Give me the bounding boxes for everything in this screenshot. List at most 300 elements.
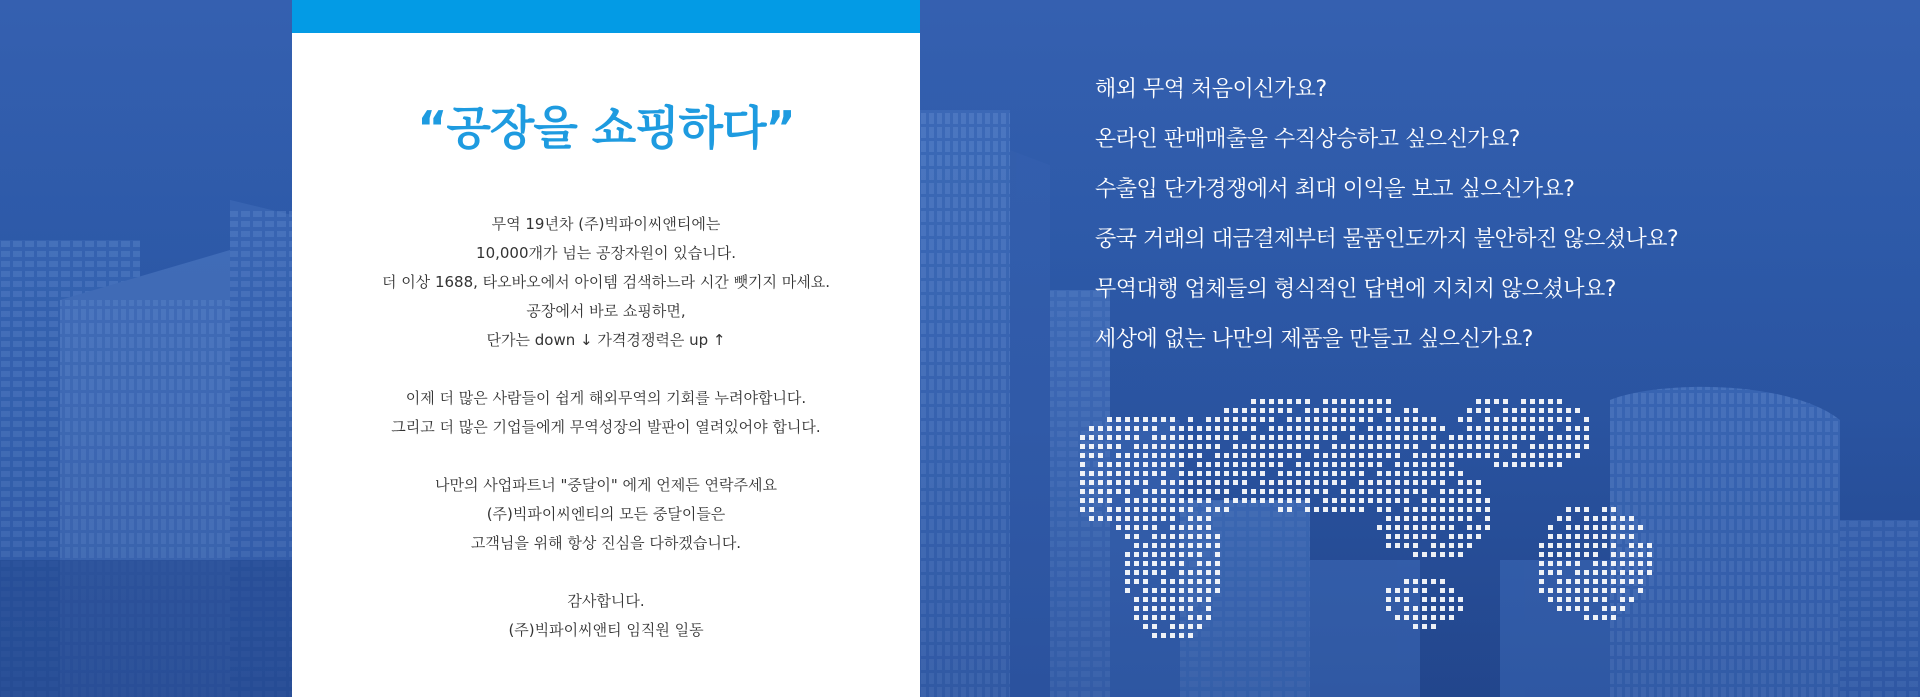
map-dot (1080, 480, 1085, 485)
map-dot (1530, 417, 1535, 422)
map-dot (1620, 579, 1625, 584)
card-top-accent-bar (292, 0, 920, 33)
map-dot (1233, 417, 1238, 422)
map-dot (1152, 525, 1157, 530)
map-dot (1152, 435, 1157, 440)
map-dot (1467, 534, 1472, 539)
map-dot (1575, 597, 1580, 602)
map-dot (1206, 462, 1211, 467)
map-dot (1395, 597, 1400, 602)
map-dot (1134, 462, 1139, 467)
map-dot (1638, 525, 1643, 530)
map-dot (1287, 399, 1292, 404)
map-dot (1341, 507, 1346, 512)
map-dot (1521, 435, 1526, 440)
map-dot (1269, 399, 1274, 404)
map-dot (1368, 453, 1373, 458)
map-dot (1260, 489, 1265, 494)
map-dot (1161, 507, 1166, 512)
map-dot (1152, 462, 1157, 467)
map-dot (1440, 480, 1445, 485)
map-dot (1296, 426, 1301, 431)
map-dot (1161, 615, 1166, 620)
map-dot (1350, 444, 1355, 449)
map-dot (1449, 498, 1454, 503)
map-dot (1431, 480, 1436, 485)
map-dot (1215, 534, 1220, 539)
map-dot (1386, 399, 1391, 404)
map-dot (1476, 507, 1481, 512)
map-dot (1557, 444, 1562, 449)
map-dot (1575, 561, 1580, 566)
map-dot (1152, 552, 1157, 557)
map-dot (1440, 579, 1445, 584)
map-dot (1575, 552, 1580, 557)
map-dot (1161, 633, 1166, 638)
map-dot (1386, 435, 1391, 440)
map-dot (1305, 480, 1310, 485)
map-dot (1269, 435, 1274, 440)
map-dot (1188, 471, 1193, 476)
map-dot (1530, 462, 1535, 467)
map-dot (1161, 498, 1166, 503)
map-dot (1377, 480, 1382, 485)
map-dot (1251, 417, 1256, 422)
map-dot (1260, 498, 1265, 503)
map-dot (1350, 453, 1355, 458)
map-dot (1260, 480, 1265, 485)
map-dot (1314, 480, 1319, 485)
map-dot (1368, 498, 1373, 503)
map-dot (1134, 471, 1139, 476)
map-dot (1278, 444, 1283, 449)
map-dot (1116, 426, 1121, 431)
map-dot (1413, 453, 1418, 458)
map-dot (1278, 408, 1283, 413)
map-dot (1179, 624, 1184, 629)
map-dot (1125, 561, 1130, 566)
map-dot (1458, 417, 1463, 422)
map-dot (1206, 597, 1211, 602)
map-dot (1242, 453, 1247, 458)
map-dot (1089, 480, 1094, 485)
map-dot (1161, 471, 1166, 476)
map-dot (1170, 498, 1175, 503)
map-dot (1143, 516, 1148, 521)
map-dot (1287, 417, 1292, 422)
map-dot (1143, 615, 1148, 620)
map-dot (1638, 579, 1643, 584)
map-dot (1188, 606, 1193, 611)
map-dot (1170, 633, 1175, 638)
map-dot (1332, 480, 1337, 485)
map-dot (1152, 489, 1157, 494)
map-dot (1476, 489, 1481, 494)
map-dot (1161, 462, 1166, 467)
map-dot (1458, 516, 1463, 521)
map-dot (1125, 498, 1130, 503)
map-dot (1629, 561, 1634, 566)
map-dot (1440, 507, 1445, 512)
map-dot (1323, 399, 1328, 404)
map-dot (1215, 426, 1220, 431)
map-dot (1602, 606, 1607, 611)
map-dot (1134, 552, 1139, 557)
map-dot (1467, 498, 1472, 503)
map-dot (1179, 534, 1184, 539)
map-dot (1188, 552, 1193, 557)
map-dot (1098, 444, 1103, 449)
map-dot (1386, 507, 1391, 512)
map-dot (1332, 507, 1337, 512)
map-dot (1134, 507, 1139, 512)
map-dot (1431, 444, 1436, 449)
map-dot (1206, 480, 1211, 485)
map-dot (1107, 462, 1112, 467)
map-dot (1242, 489, 1247, 494)
map-dot (1557, 606, 1562, 611)
map-dot (1080, 498, 1085, 503)
map-dot (1350, 408, 1355, 413)
map-dot (1233, 426, 1238, 431)
map-dot (1152, 471, 1157, 476)
map-dot (1557, 435, 1562, 440)
map-dot (1440, 516, 1445, 521)
map-dot (1584, 525, 1589, 530)
map-dot (1584, 588, 1589, 593)
map-dot (1260, 435, 1265, 440)
map-dot (1368, 408, 1373, 413)
map-dot (1089, 516, 1094, 521)
map-dot (1413, 462, 1418, 467)
map-dot (1143, 507, 1148, 512)
map-dot (1152, 444, 1157, 449)
map-dot (1377, 435, 1382, 440)
map-dot (1539, 408, 1544, 413)
map-dot (1116, 480, 1121, 485)
map-dot (1395, 543, 1400, 548)
map-dot (1188, 435, 1193, 440)
map-dot (1566, 534, 1571, 539)
map-dot (1476, 435, 1481, 440)
map-dot (1584, 597, 1589, 602)
map-dot (1350, 489, 1355, 494)
map-dot (1575, 543, 1580, 548)
map-dot (1278, 507, 1283, 512)
map-dot (1539, 570, 1544, 575)
map-dot (1422, 480, 1427, 485)
map-dot (1305, 426, 1310, 431)
map-dot (1548, 597, 1553, 602)
map-dot (1107, 444, 1112, 449)
map-dot (1332, 426, 1337, 431)
map-dot (1197, 453, 1202, 458)
map-dot (1242, 462, 1247, 467)
map-dot (1080, 471, 1085, 476)
map-dot (1332, 399, 1337, 404)
map-dot (1431, 597, 1436, 602)
map-dot (1179, 588, 1184, 593)
map-dot (1395, 588, 1400, 593)
map-dot (1359, 417, 1364, 422)
map-dot (1575, 534, 1580, 539)
map-dot (1287, 471, 1292, 476)
map-dot (1161, 588, 1166, 593)
map-dot (1161, 480, 1166, 485)
map-dot (1476, 408, 1481, 413)
map-dot (1494, 453, 1499, 458)
map-dot (1197, 426, 1202, 431)
map-dot (1098, 462, 1103, 467)
map-dot (1458, 480, 1463, 485)
map-dot (1125, 435, 1130, 440)
map-dot (1188, 543, 1193, 548)
map-dot (1260, 471, 1265, 476)
map-dot (1386, 525, 1391, 530)
card-title: “공장을 쇼핑하다” (417, 101, 795, 155)
map-dot (1206, 435, 1211, 440)
map-dot (1197, 624, 1202, 629)
map-dot (1512, 426, 1517, 431)
map-dot (1314, 507, 1319, 512)
map-dot (1467, 507, 1472, 512)
map-dot (1413, 480, 1418, 485)
map-dot (1458, 507, 1463, 512)
map-dot (1143, 480, 1148, 485)
map-dot (1386, 543, 1391, 548)
map-dot (1341, 399, 1346, 404)
map-dot (1188, 480, 1193, 485)
map-dot (1287, 480, 1292, 485)
card-body-line: 이제 더 많은 사람들이 쉽게 해외무역의 기회를 누려야합니다. (405, 389, 807, 407)
map-dot (1143, 417, 1148, 422)
map-dot (1305, 435, 1310, 440)
map-dot (1197, 489, 1202, 494)
map-dot (1107, 471, 1112, 476)
map-dot (1620, 516, 1625, 521)
map-dot (1170, 606, 1175, 611)
map-dot (1413, 426, 1418, 431)
map-dot (1089, 444, 1094, 449)
map-dot (1098, 471, 1103, 476)
map-dot (1386, 480, 1391, 485)
map-dot (1494, 426, 1499, 431)
map-dot (1116, 507, 1121, 512)
map-dot (1260, 462, 1265, 467)
map-dot (1296, 417, 1301, 422)
map-dot (1152, 606, 1157, 611)
map-dot (1170, 543, 1175, 548)
map-dot (1638, 552, 1643, 557)
map-dot (1188, 579, 1193, 584)
map-dot (1458, 606, 1463, 611)
map-dot (1584, 435, 1589, 440)
map-dot (1422, 615, 1427, 620)
map-dot (1476, 498, 1481, 503)
map-dot (1125, 516, 1130, 521)
map-dot (1620, 525, 1625, 530)
map-dot (1350, 435, 1355, 440)
question-list (1095, 70, 1895, 370)
map-dot (1449, 525, 1454, 530)
map-dot (1521, 417, 1526, 422)
map-dot (1422, 606, 1427, 611)
map-dot (1566, 435, 1571, 440)
map-dot (1143, 579, 1148, 584)
map-dot (1215, 552, 1220, 557)
map-dot (1206, 534, 1211, 539)
map-dot (1521, 426, 1526, 431)
map-dot (1539, 426, 1544, 431)
map-dot (1188, 588, 1193, 593)
map-dot (1188, 525, 1193, 530)
map-dot (1269, 453, 1274, 458)
map-dot (1305, 462, 1310, 467)
map-dot (1125, 552, 1130, 557)
map-dot (1224, 426, 1229, 431)
map-dot (1134, 480, 1139, 485)
map-dot (1080, 444, 1085, 449)
map-dot (1143, 462, 1148, 467)
map-dot (1152, 588, 1157, 593)
map-dot (1134, 525, 1139, 530)
card-body-line: (주)빅파이씨앤티 임직원 일동 (508, 621, 704, 639)
map-dot (1359, 480, 1364, 485)
question-item: 해외 무역 처음이신가요? (1095, 77, 1327, 102)
map-dot (1242, 426, 1247, 431)
map-dot (1539, 552, 1544, 557)
map-dot (1548, 525, 1553, 530)
map-dot (1269, 462, 1274, 467)
map-dot (1386, 588, 1391, 593)
map-dot (1413, 588, 1418, 593)
map-dot (1386, 489, 1391, 494)
map-dot (1170, 552, 1175, 557)
map-dot (1593, 534, 1598, 539)
paragraph-gap (292, 355, 920, 384)
map-dot (1404, 444, 1409, 449)
map-dot (1476, 399, 1481, 404)
map-dot (1395, 417, 1400, 422)
map-dot (1368, 426, 1373, 431)
paragraph-gap (292, 442, 920, 471)
map-dot (1404, 597, 1409, 602)
map-dot (1125, 588, 1130, 593)
map-dot (1080, 462, 1085, 467)
map-dot (1314, 453, 1319, 458)
map-dot (1170, 624, 1175, 629)
map-dot (1278, 399, 1283, 404)
map-dot (1206, 507, 1211, 512)
map-dot (1629, 543, 1634, 548)
map-dot (1098, 489, 1103, 494)
map-dot (1422, 624, 1427, 629)
map-dot (1611, 534, 1616, 539)
map-dot (1188, 453, 1193, 458)
map-dot (1179, 498, 1184, 503)
map-dot (1134, 426, 1139, 431)
map-dot (1143, 561, 1148, 566)
map-dot (1188, 426, 1193, 431)
map-dot (1575, 525, 1580, 530)
map-dot (1197, 462, 1202, 467)
map-dot (1638, 570, 1643, 575)
map-dot (1224, 498, 1229, 503)
map-dot (1647, 570, 1652, 575)
map-dot (1251, 453, 1256, 458)
map-dot (1602, 516, 1607, 521)
map-dot (1449, 435, 1454, 440)
map-dot (1476, 426, 1481, 431)
map-dot (1395, 498, 1400, 503)
map-dot (1539, 417, 1544, 422)
map-dot (1395, 453, 1400, 458)
map-dot (1440, 462, 1445, 467)
map-dot (1215, 561, 1220, 566)
map-dot (1548, 561, 1553, 566)
map-dot (1548, 534, 1553, 539)
map-dot (1215, 507, 1220, 512)
map-dot (1467, 417, 1472, 422)
map-dot (1467, 489, 1472, 494)
map-dot (1413, 615, 1418, 620)
map-dot (1224, 408, 1229, 413)
map-dot (1143, 588, 1148, 593)
map-dot (1125, 417, 1130, 422)
map-dot (1170, 480, 1175, 485)
map-dot (1467, 516, 1472, 521)
map-dot (1197, 444, 1202, 449)
map-dot (1557, 570, 1562, 575)
map-dot (1188, 633, 1193, 638)
map-dot (1449, 597, 1454, 602)
map-dot (1467, 426, 1472, 431)
map-dot (1377, 399, 1382, 404)
map-dot (1386, 471, 1391, 476)
map-dot (1116, 417, 1121, 422)
map-dot (1188, 516, 1193, 521)
map-dot (1341, 471, 1346, 476)
map-dot (1458, 498, 1463, 503)
map-dot (1440, 525, 1445, 530)
map-dot (1134, 579, 1139, 584)
map-dot (1116, 516, 1121, 521)
map-dot (1161, 543, 1166, 548)
map-dot (1278, 453, 1283, 458)
map-dot (1179, 489, 1184, 494)
map-dot (1386, 597, 1391, 602)
map-dot (1233, 498, 1238, 503)
map-dot (1197, 588, 1202, 593)
map-dot (1431, 498, 1436, 503)
map-dot (1143, 597, 1148, 602)
map-dot (1485, 453, 1490, 458)
map-dot (1557, 516, 1562, 521)
map-dot (1395, 462, 1400, 467)
map-dot (1539, 453, 1544, 458)
map-dot (1395, 471, 1400, 476)
map-dot (1305, 507, 1310, 512)
map-dot (1359, 453, 1364, 458)
map-dot (1305, 444, 1310, 449)
map-dot (1503, 408, 1508, 413)
map-dot (1314, 417, 1319, 422)
map-dot (1107, 426, 1112, 431)
map-dot (1287, 453, 1292, 458)
map-dot (1404, 507, 1409, 512)
map-dot (1404, 516, 1409, 521)
map-dot (1080, 453, 1085, 458)
